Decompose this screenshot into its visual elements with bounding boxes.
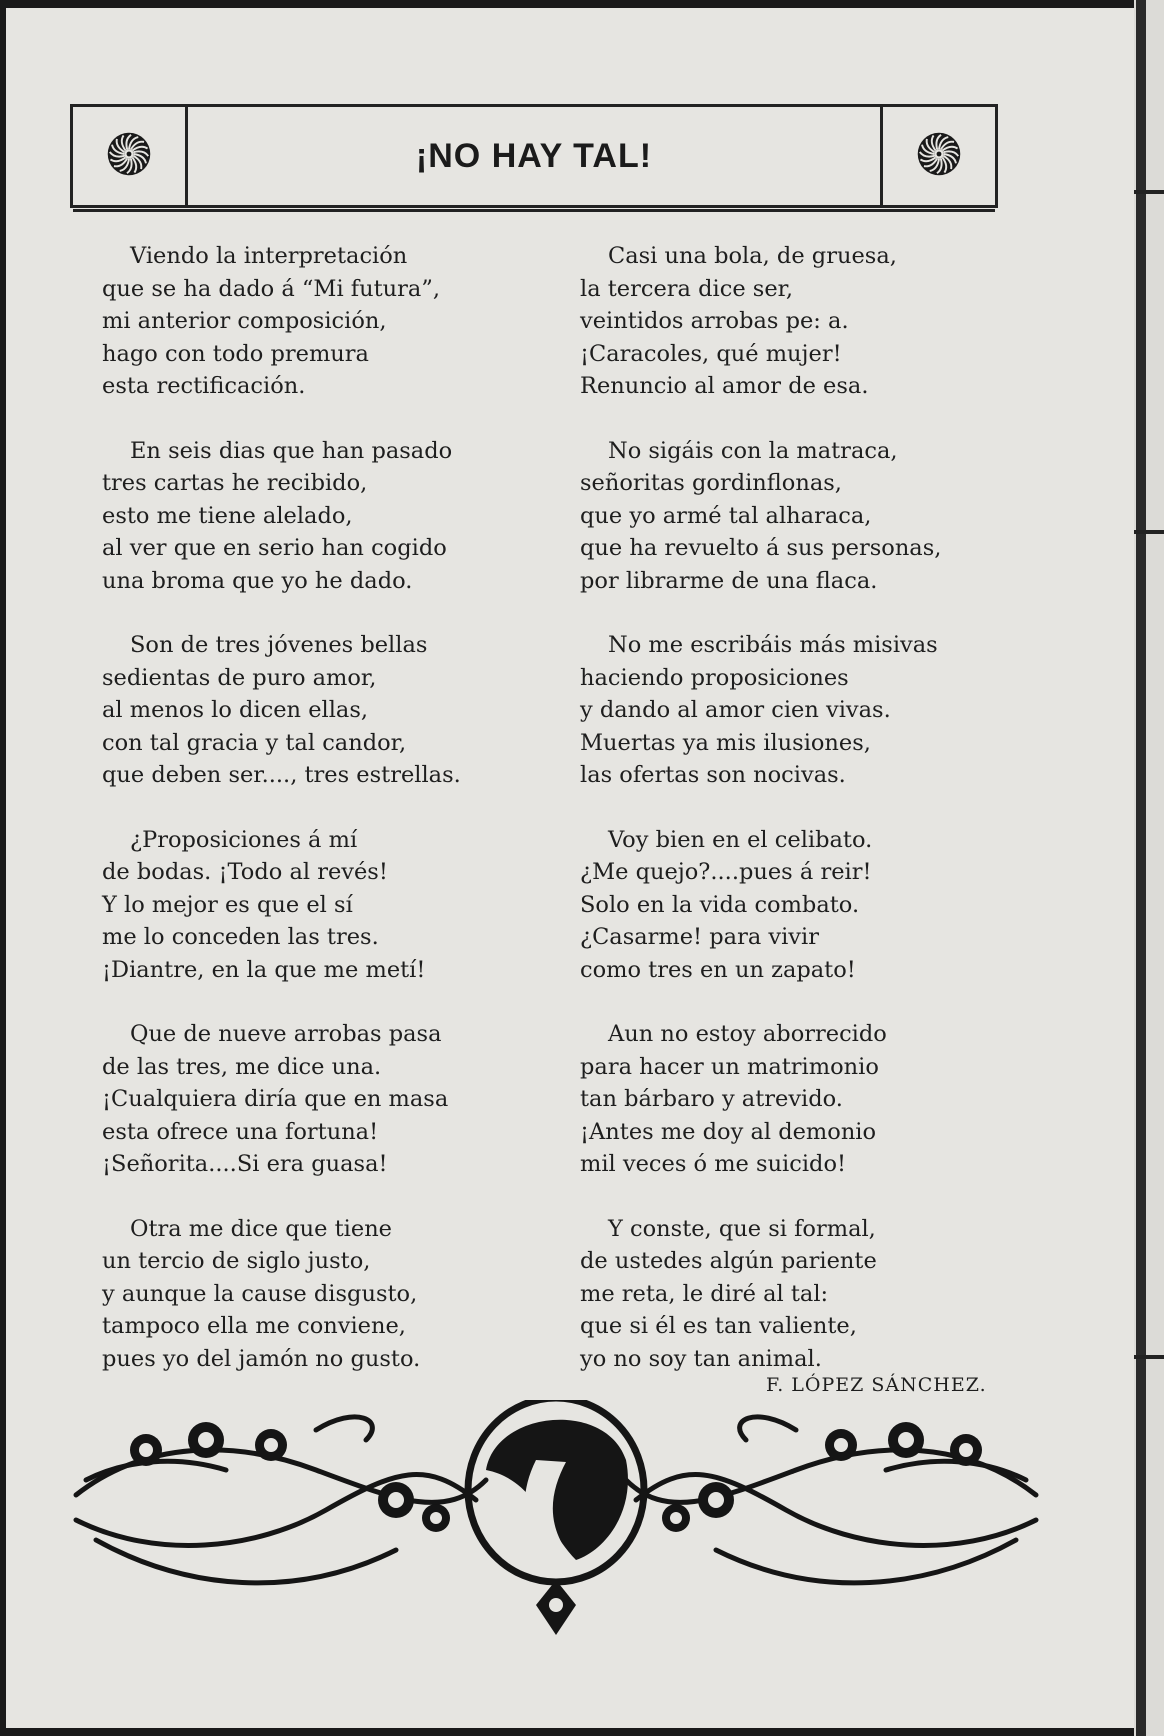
magazine-page (6, 8, 1134, 1728)
poem-line: que yo armé tal alharaca, (580, 502, 872, 529)
poem-line: Son de tres jóvenes bellas (130, 632, 428, 658)
poem-line: yo no soy tan animal. (580, 1345, 822, 1372)
stanza (102, 1018, 522, 1181)
binding-mark (1134, 1355, 1164, 1359)
stanza (102, 629, 522, 792)
poem-line: pues yo del jamón no gusto. (102, 1345, 421, 1372)
poem-line: que deben ser...., tres estrellas. (102, 762, 461, 788)
poem-line: ¡Diantre, en la que me metí! (102, 956, 426, 983)
poem-line: esta ofrece una fortuna! (102, 1118, 379, 1145)
poem-line: de ustedes algún pariente (580, 1248, 877, 1274)
binding-spine (1136, 0, 1146, 1736)
poem-line: al menos lo dicen ellas, (102, 697, 369, 723)
poem-line: que ha revuelto á sus personas, (580, 535, 942, 561)
poem-line: para hacer un matrimonio (580, 1053, 879, 1080)
stanza (580, 629, 1000, 792)
stanza (102, 435, 522, 598)
poem-line: ¡Caracoles, qué mujer! (580, 340, 842, 367)
header-left-cell (73, 107, 188, 205)
poem-line: las ofertas son nocivas. (580, 762, 846, 788)
poem-line: En seis dias que han pasado (130, 437, 453, 464)
poem-line: haciendo proposiciones (580, 664, 849, 691)
poem-line: y dando al amor cien vivas. (580, 697, 891, 723)
poem-line: No sigáis con la matraca, (608, 437, 898, 464)
header-right-cell (880, 107, 995, 205)
poem-line: la tercera dice ser, (580, 275, 794, 302)
poem-line: Que de nueve arrobas pasa (130, 1021, 442, 1047)
poem-line: tampoco ella me conviene, (102, 1313, 406, 1339)
stanza (102, 824, 522, 987)
poem-line: una broma que yo he dado. (102, 567, 413, 594)
poem-line: un tercio de siglo justo, (102, 1248, 371, 1274)
poem-line: me reta, le diré al tal: (580, 1280, 829, 1307)
poem-line: mil veces ó me suicido! (580, 1151, 847, 1177)
poem-line: como tres en un zapato! (580, 956, 856, 983)
poem-line: esto me tiene alelado, (102, 502, 353, 529)
author-signature: F. LÓPEZ SÁNCHEZ. (766, 1374, 987, 1396)
poem-right-column (580, 240, 1000, 1407)
poem-line: Aun no estoy aborrecido (608, 1021, 887, 1047)
poem-line: Y lo mejor es que el sí (102, 891, 353, 918)
poem-line: me lo conceden las tres. (102, 924, 379, 950)
poem-line: No me escribáis más misivas (608, 632, 938, 658)
poem-line: que se ha dado á “Mi futura”, (102, 275, 440, 302)
stanza (580, 435, 1000, 598)
floral-woman-ornament-icon (66, 1400, 1046, 1650)
poem-line: de las tres, me dice una. (102, 1053, 382, 1080)
poem-line: Y conste, que si formal, (608, 1215, 876, 1242)
title-header (70, 104, 998, 208)
poem-line: que si él es tan valiente, (580, 1313, 857, 1339)
stanza (102, 240, 522, 403)
poem-line: esta rectificación. (102, 373, 306, 399)
rosette-icon (910, 125, 968, 187)
poem-line: Voy bien en el celibato. (608, 826, 873, 853)
poem-line: veintidos arrobas pe: a. (580, 308, 849, 334)
stanza (102, 1213, 522, 1376)
stanza (580, 824, 1000, 987)
poem-line: ¡Señorita....Si era guasa! (102, 1151, 388, 1177)
poem-line: tan bárbaro y atrevido. (580, 1086, 843, 1112)
poem-line: con tal gracia y tal candor, (102, 729, 407, 756)
poem-line: al ver que en serio han cogido (102, 535, 447, 561)
stanza (580, 240, 1000, 403)
binding-mark (1134, 530, 1164, 534)
poem-line: ¿Casarme! para vivir (580, 924, 819, 950)
poem-line: por librarme de una flaca. (580, 567, 878, 594)
poem-line: ¿Proposiciones á mí (130, 826, 358, 853)
poem-line: hago con todo premura (102, 340, 369, 367)
poem-line: mi anterior composición, (102, 308, 387, 334)
rosette-icon (100, 125, 158, 187)
binding-mark (1134, 190, 1164, 194)
poem-line: Renuncio al amor de esa. (580, 373, 869, 399)
stanza (580, 1213, 1000, 1376)
poem-line: ¡Cualquiera diría que en masa (102, 1086, 449, 1112)
poem-left-column (102, 240, 522, 1407)
poem-line: Casi una bola, de gruesa, (608, 243, 897, 269)
poem-line: de bodas. ¡Todo al revés! (102, 859, 388, 885)
poem-line: ¡Antes me doy al demonio (580, 1118, 877, 1145)
page-title: ¡NO HAY TAL! (415, 136, 653, 175)
poem-line: Muertas ya mis ilusiones, (580, 729, 871, 756)
stanza (580, 1018, 1000, 1181)
header-rule (73, 209, 995, 212)
poem-line: ¿Me quejo?....pues á reir! (580, 859, 872, 885)
poem-line: sedientas de puro amor, (102, 664, 377, 691)
poem-line: señoritas gordinflonas, (580, 470, 842, 496)
poem-line: Solo en la vida combato. (580, 891, 860, 918)
poem-line: y aunque la cause disgusto, (102, 1280, 418, 1307)
poem-line: tres cartas he recibido, (102, 470, 368, 496)
poem-line: Viendo la interpretación (130, 243, 408, 269)
adjacent-page-edge (1134, 0, 1164, 1736)
poem-line: Otra me dice que tiene (130, 1215, 393, 1242)
